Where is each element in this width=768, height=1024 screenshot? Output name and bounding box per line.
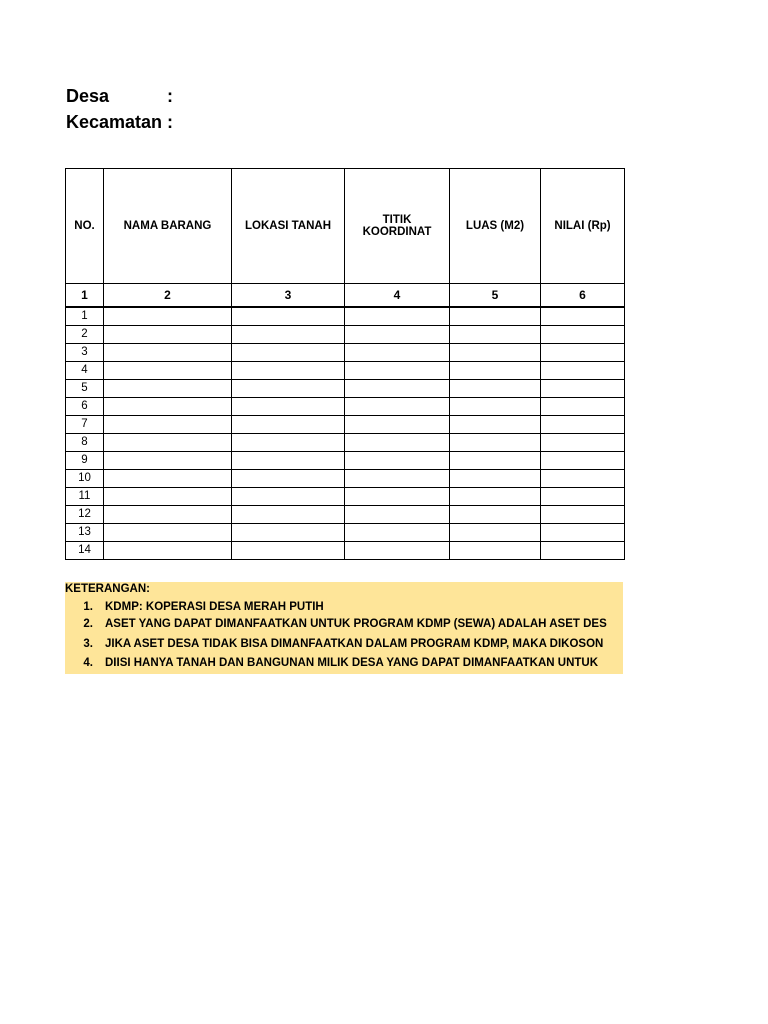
empty-entry-cell[interactable] [345,307,450,326]
kecamatan-label: Kecamatan : [66,112,174,132]
empty-entry-cell[interactable] [345,344,450,362]
empty-entry-cell[interactable] [450,542,541,560]
desa-label: Desa [66,86,110,106]
empty-entry-cell[interactable] [345,542,450,560]
empty-entry-cell[interactable] [450,307,541,326]
table-row [66,506,625,524]
note-number: 4. [83,657,93,669]
column-number: 4 [345,284,450,308]
table-row [66,326,625,344]
table-row [66,416,625,434]
table-row [66,470,625,488]
row-number-cell: 1 [66,307,104,326]
empty-entry-cell[interactable] [232,524,345,542]
column-number: 6 [541,284,625,308]
row-number-cell: 3 [66,344,104,362]
row-number-cell: 14 [66,542,104,560]
empty-entry-cell[interactable] [541,488,625,506]
row-number-cell: 8 [66,434,104,452]
table-row [66,307,625,326]
note-text: ASET YANG DAPAT DIMANFAATKAN UNTUK PROGRAM KDMP (SEWA) ADALAH ASET DES [105,618,607,630]
empty-entry-cell[interactable] [232,362,345,380]
row-number-cell: 4 [66,362,104,380]
column-number: 5 [450,284,541,308]
empty-entry-cell[interactable] [104,542,232,560]
table-row [66,434,625,452]
column-header-nilai: NILAI (Rp) [541,169,625,284]
empty-entry-cell[interactable] [541,326,625,344]
column-number: 1 [66,284,104,308]
empty-entry-cell[interactable] [541,362,625,380]
note-number: 1. [83,601,93,613]
empty-entry-cell[interactable] [345,380,450,398]
empty-entry-cell[interactable] [104,344,232,362]
table-body [66,307,625,560]
empty-entry-cell[interactable] [450,398,541,416]
column-header-titik-koordinat [345,169,450,284]
empty-entry-cell[interactable] [345,524,450,542]
desa-colon: : [167,86,173,106]
column-number: 3 [232,284,345,308]
table-row [66,380,625,398]
empty-entry-cell[interactable] [104,307,232,326]
empty-entry-cell[interactable] [345,434,450,452]
empty-entry-cell[interactable] [104,470,232,488]
row-number-cell: 10 [66,470,104,488]
empty-entry-cell[interactable] [232,542,345,560]
empty-entry-cell[interactable] [450,344,541,362]
empty-entry-cell[interactable] [104,488,232,506]
empty-entry-cell[interactable] [345,326,450,344]
empty-entry-cell[interactable] [104,506,232,524]
empty-entry-cell[interactable] [450,488,541,506]
empty-entry-cell[interactable] [450,416,541,434]
empty-entry-cell[interactable] [232,416,345,434]
row-number-cell: 2 [66,326,104,344]
empty-entry-cell[interactable] [104,416,232,434]
empty-entry-cell[interactable] [541,344,625,362]
empty-entry-cell[interactable] [450,452,541,470]
empty-entry-cell[interactable] [450,326,541,344]
empty-entry-cell[interactable] [345,416,450,434]
empty-entry-cell[interactable] [232,344,345,362]
note-number: 2. [83,618,93,630]
document-header [66,83,173,135]
notes-title: KETERANGAN: [65,583,150,595]
empty-entry-cell[interactable] [541,470,625,488]
empty-entry-cell[interactable] [345,452,450,470]
empty-entry-cell[interactable] [541,398,625,416]
column-header-lokasi-tanah: LOKASI TANAH [232,169,345,284]
column-header-luas: LUAS (M2) [450,169,541,284]
row-number-cell: 7 [66,416,104,434]
empty-entry-cell[interactable] [345,506,450,524]
empty-entry-cell[interactable] [541,380,625,398]
empty-entry-cell[interactable] [450,434,541,452]
table-row [66,452,625,470]
empty-entry-cell[interactable] [541,506,625,524]
row-number-cell: 5 [66,380,104,398]
empty-entry-cell[interactable] [104,398,232,416]
note-number: 3. [83,638,93,650]
empty-entry-cell[interactable] [232,398,345,416]
empty-entry-cell[interactable] [345,488,450,506]
note-text: DIISI HANYA TANAH DAN BANGUNAN MILIK DESA YANG DAPAT DIMANFAATKAN UNTUK [105,657,599,669]
note-text: KDMP: KOPERASI DESA MERAH PUTIH [105,601,324,613]
empty-entry-cell[interactable] [232,488,345,506]
column-header-no: NO. [66,169,104,284]
asset-table [65,168,625,560]
empty-entry-cell[interactable] [450,506,541,524]
empty-entry-cell[interactable] [345,470,450,488]
empty-entry-cell[interactable] [232,380,345,398]
empty-entry-cell[interactable] [104,362,232,380]
column-number-row [66,284,625,308]
empty-entry-cell[interactable] [450,524,541,542]
empty-entry-cell[interactable] [541,416,625,434]
row-number-cell: 6 [66,398,104,416]
note-text: JIKA ASET DESA TIDAK BISA DIMANFAATKAN DALAM PROGRAM KDMP, MAKA DIKOSON [105,638,604,650]
empty-entry-cell[interactable] [450,362,541,380]
notes-panel [65,582,623,674]
table-row [66,524,625,542]
titik-koordinat-text: TITIK KOORDINAT [362,214,432,238]
empty-entry-cell[interactable] [541,452,625,470]
empty-entry-cell[interactable] [450,470,541,488]
empty-entry-cell[interactable] [345,362,450,380]
row-number-cell: 13 [66,524,104,542]
empty-entry-cell[interactable] [450,380,541,398]
column-number: 2 [104,284,232,308]
row-number-cell: 11 [66,488,104,506]
desa-row [66,83,173,109]
table-row [66,362,625,380]
table-header-row [66,169,625,284]
empty-entry-cell[interactable] [232,434,345,452]
table-row [66,488,625,506]
empty-entry-cell[interactable] [104,434,232,452]
empty-entry-cell[interactable] [104,380,232,398]
empty-entry-cell[interactable] [104,452,232,470]
kecamatan-row [66,109,173,135]
empty-entry-cell[interactable] [541,524,625,542]
empty-entry-cell[interactable] [232,307,345,326]
empty-entry-cell[interactable] [232,506,345,524]
empty-entry-cell[interactable] [232,326,345,344]
empty-entry-cell[interactable] [345,398,450,416]
table-row [66,542,625,560]
column-header-nama-barang: NAMA BARANG [104,169,232,284]
empty-entry-cell[interactable] [541,307,625,326]
row-number-cell: 9 [66,452,104,470]
empty-entry-cell[interactable] [104,326,232,344]
empty-entry-cell[interactable] [232,452,345,470]
empty-entry-cell[interactable] [541,542,625,560]
row-number-cell: 12 [66,506,104,524]
empty-entry-cell[interactable] [541,434,625,452]
table-row [66,344,625,362]
table-row [66,398,625,416]
empty-entry-cell[interactable] [232,470,345,488]
empty-entry-cell[interactable] [104,524,232,542]
